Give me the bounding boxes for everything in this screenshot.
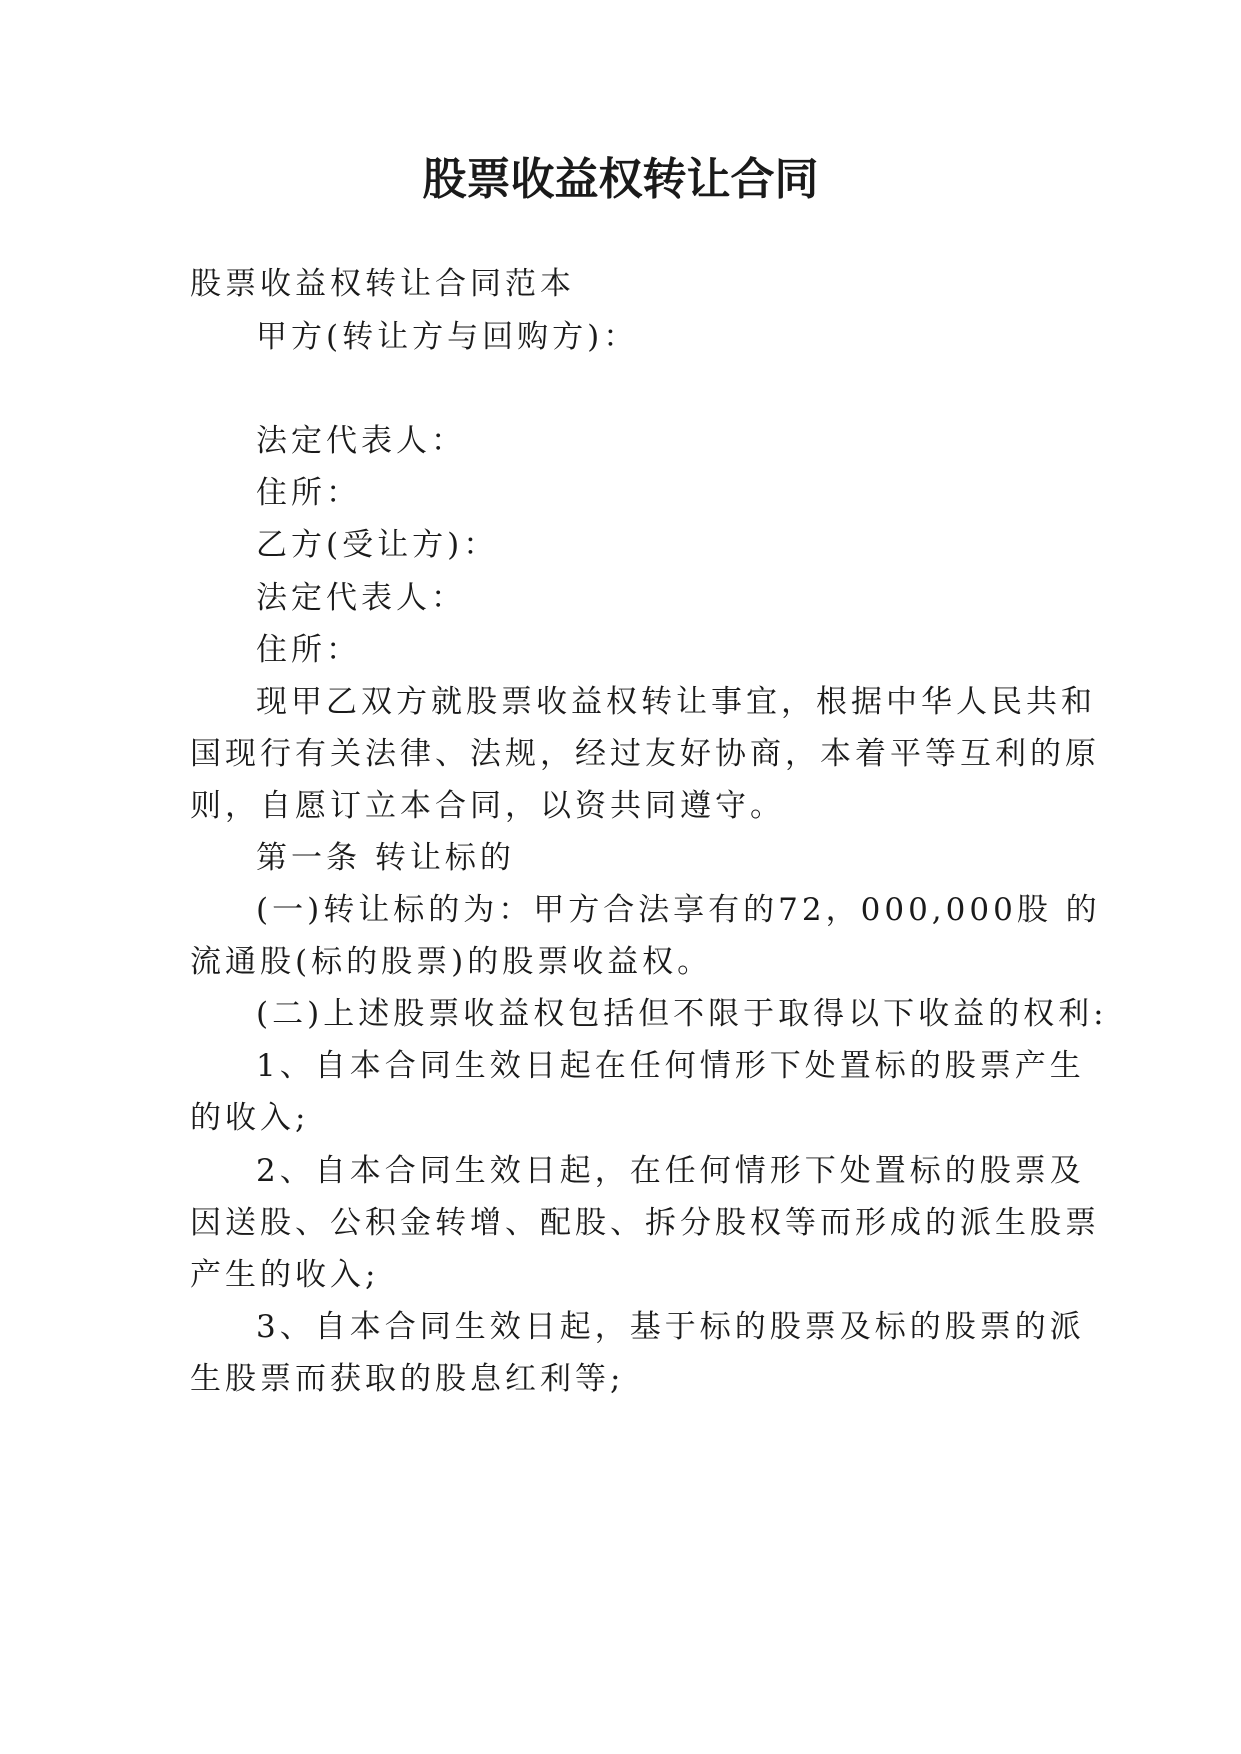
clause-line: 1、自本合同生效日起在任何情形下处置标的股票产生 (256, 1048, 1085, 1084)
clause-line: 因送股、公积金转增、配股、拆分股权等而形成的派生股票 (190, 1205, 1100, 1241)
article-heading: 第一条 转让标的 (256, 840, 515, 876)
party-b-representative: 法定代表人： (256, 580, 466, 616)
clause-line: 3、自本合同生效日起，基于标的股票及标的股票的派 (256, 1309, 1085, 1345)
preamble-line: 则，自愿订立本合同，以资共同遵守。 (190, 788, 785, 824)
article-item-line: (二)上述股票收益权包括但不限于取得以下收益的权利: (256, 996, 1108, 1032)
party-a-label: 甲方(转让方与回购方)： (256, 319, 639, 355)
clause-line: 2、自本合同生效日起，在任何情形下处置标的股票及 (256, 1153, 1085, 1189)
party-b-label: 乙方(受让方)： (256, 527, 499, 563)
party-a-address: 住所： (256, 475, 361, 511)
clause-line: 生股票而获取的股息红利等; (190, 1361, 625, 1397)
clause-line: 的收入; (190, 1100, 310, 1136)
preamble-line: 国现行有关法律、法规，经过友好协商，本着平等互利的原 (190, 736, 1100, 772)
article-item-line: (一)转让标的为：甲方合法享有的72，000,000股 的 (256, 892, 1101, 928)
clause-line: 产生的收入; (190, 1257, 380, 1293)
article-item-line: 流通股(标的股票)的股票收益权。 (190, 944, 713, 980)
preamble-line: 现甲乙双方就股票收益权转让事宜，根据中华人民共和 (256, 684, 1096, 720)
party-b-address: 住所： (256, 632, 361, 668)
document-title: 股票收益权转让合同 (422, 154, 819, 205)
party-a-representative: 法定代表人： (256, 423, 466, 459)
document-subtitle: 股票收益权转让合同范本 (190, 266, 575, 302)
